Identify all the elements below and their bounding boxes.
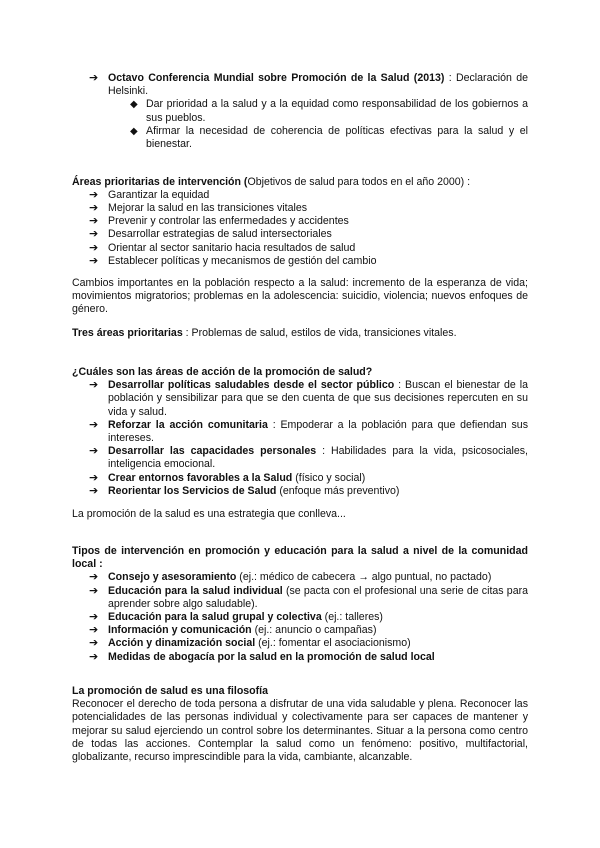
list-item — [72, 379, 528, 419]
item-text: (ej.: fomentar el asociacionismo) — [255, 637, 411, 650]
item-text: Garantizar la equidad — [108, 188, 210, 201]
item-bold-text: Información y comunicación — [108, 624, 252, 637]
list-item — [72, 485, 528, 498]
arrow-icon: ➔ — [89, 241, 99, 254]
item-text: Desarrollar estrategias de salud intersectoriales — [108, 228, 332, 241]
tipos-section — [72, 545, 528, 664]
list-item — [72, 189, 528, 202]
section-heading — [72, 545, 528, 571]
heading-bold-text: Áreas prioritarias de intervención ( — [72, 176, 248, 188]
paragraph: La promoción de la salud es una estrategia que conlleva... — [72, 508, 346, 520]
item-text: Mejorar la salud en las transiciones vitales — [108, 201, 308, 214]
arrow-icon: ➔ — [89, 637, 99, 650]
item-text: Establecer políticas y mecanismos de gestión del cambio — [108, 254, 377, 267]
list-item — [72, 72, 528, 98]
tres-areas-section — [72, 327, 528, 340]
filosofia-section — [72, 685, 528, 764]
item-text: (ej.: anuncio o campañas) — [251, 624, 377, 637]
item-text: (enfoque más preventivo) — [276, 484, 400, 497]
heading-bold-text: ¿Cuáles son las áreas de acción de la promoción de salud? — [72, 366, 373, 378]
list-item — [72, 651, 528, 664]
helsinki-section — [72, 72, 528, 151]
list-item — [72, 624, 528, 637]
arrow-icon: ➔ — [89, 188, 99, 201]
list-item — [72, 637, 528, 650]
heading-text: Objetivos de salud para todos en el año 2000) : — [247, 176, 471, 188]
section-heading — [72, 366, 528, 379]
arrow-icon: ➔ — [89, 228, 99, 241]
list-item — [72, 202, 528, 215]
item-text: (se pacta con el profesional una serie de citas para aprender sobre algo saludable). — [108, 584, 529, 610]
item-bold-text: Desarrollar políticas saludables desde el sector público — [108, 379, 395, 392]
paragraph: Cambios importantes en la población respecto a la salud: incremento de la esperanza de vida; movimientos migratorios; problemas en la adolescencia: suicidio, violencia; nuevos enfoques de género. — [72, 277, 528, 316]
item-bold-text: Educación para la salud grupal y colectiva — [108, 611, 322, 624]
list-item — [72, 611, 528, 624]
arrow-icon: ➔ — [89, 201, 99, 214]
item-text: (físico y social) — [292, 471, 366, 484]
diamond-bullet-icon: ◆ — [130, 99, 138, 111]
list-item — [72, 228, 528, 241]
section-heading — [72, 685, 528, 698]
paragraph — [72, 327, 528, 340]
areas-section — [72, 176, 528, 268]
arrow-icon: ➔ — [89, 584, 99, 597]
arrow-icon: ➔ — [89, 254, 99, 267]
arrow-icon: ➔ — [89, 418, 99, 431]
arrow-icon: ➔ — [89, 215, 99, 228]
arrow-icon: ➔ — [89, 611, 99, 624]
arrow-icon: ➔ — [89, 379, 99, 392]
item-text: : Habilidades para la vida, psicosociales, inteligencia emocional. — [108, 445, 528, 471]
item-bold-text: Reorientar los Servicios de Salud — [108, 484, 277, 497]
arrow-icon: ➔ — [89, 571, 99, 584]
list-item — [72, 571, 528, 584]
acciones-section — [72, 366, 528, 498]
list-item — [72, 98, 528, 124]
arrow-icon: ➔ — [89, 72, 99, 84]
item-text: (ej.: médico de cabecera → algo puntual, no pactado) — [236, 571, 492, 584]
list-item — [72, 125, 528, 151]
item-text: Dar prioridad a la salud y a la equidad como responsabilidad de los gobiernos a sus pueblos. — [146, 98, 528, 124]
list-item — [72, 215, 528, 228]
item-text: Afirmar la necesidad de coherencia de políticas efectivas para la salud y el bienestar. — [146, 124, 528, 151]
cambios-section — [72, 277, 528, 317]
list-item — [72, 472, 528, 485]
list-item — [72, 419, 528, 445]
item-bold-text: Educación para la salud individual — [108, 584, 283, 597]
paragraph-text: : Problemas de salud, estilos de vida, transiciones vitales. — [182, 327, 457, 339]
item-text: : Buscan el bienestar de la población y sensibilizar para que se den cuenta de que sus decisiones repercuten en su vida y salud. — [108, 379, 529, 418]
item-bold-text: Acción y dinamización social — [108, 637, 256, 650]
list-item — [72, 585, 528, 611]
paragraph-bold-text: Tres áreas prioritarias — [72, 327, 183, 339]
item-text: (ej.: talleres) — [321, 611, 383, 624]
section-heading — [72, 176, 528, 189]
estrategia-section — [72, 508, 528, 521]
list-item — [72, 255, 528, 268]
heading-bold-text: La promoción de salud es una filosofía — [72, 685, 269, 697]
item-bold-text: Crear entornos favorables a la Salud — [108, 471, 293, 484]
diamond-bullet-icon: ◆ — [130, 125, 138, 137]
item-bold-text: Reforzar la acción comunitaria — [108, 418, 268, 431]
paragraph: Reconocer el derecho de toda persona a disfrutar de una vida saludable y plena. Reconocer las potencialidades de las personas individual y colectivamente para ser capaces de mantener y mejorar su salud ejerciendo un control sobre los determinantes. Situar a la persona como centro de todas las acciones. Contemplar la salud como un fenómeno: positivo, multifactorial, globalizante, recurso imprescindible para la vida, cambiante, alcanzable. — [72, 698, 528, 764]
arrow-icon: ➔ — [89, 484, 99, 497]
list-item — [72, 242, 528, 255]
arrow-icon: ➔ — [89, 624, 99, 637]
item-text: : Empoderar a la población para que defiendan sus intereses. — [108, 418, 528, 445]
item-text: : Declaración de Helsinki. — [108, 72, 528, 98]
item-text: Prevenir y controlar las enfermedades y accidentes — [108, 215, 349, 228]
arrow-icon: ➔ — [89, 471, 99, 484]
heading-bold-text: Tipos de intervención en promoción y educación para la salud a nivel de la comunidad local : — [72, 545, 528, 571]
item-bold-text: Desarrollar las capacidades personales — [108, 445, 317, 458]
item-bold-text: Consejo y asesoramiento — [108, 571, 237, 584]
item-bold-text: Octavo Conferencia Mundial sobre Promoción de la Salud (2013) — [108, 72, 445, 84]
item-text: Orientar al sector sanitario hacia resultados de salud — [108, 241, 356, 254]
list-item — [72, 445, 528, 471]
arrow-icon: ➔ — [89, 445, 99, 458]
item-bold-text: Medidas de abogacía por la salud en la promoción de salud local — [108, 650, 435, 663]
arrow-icon: ➔ — [89, 650, 99, 663]
